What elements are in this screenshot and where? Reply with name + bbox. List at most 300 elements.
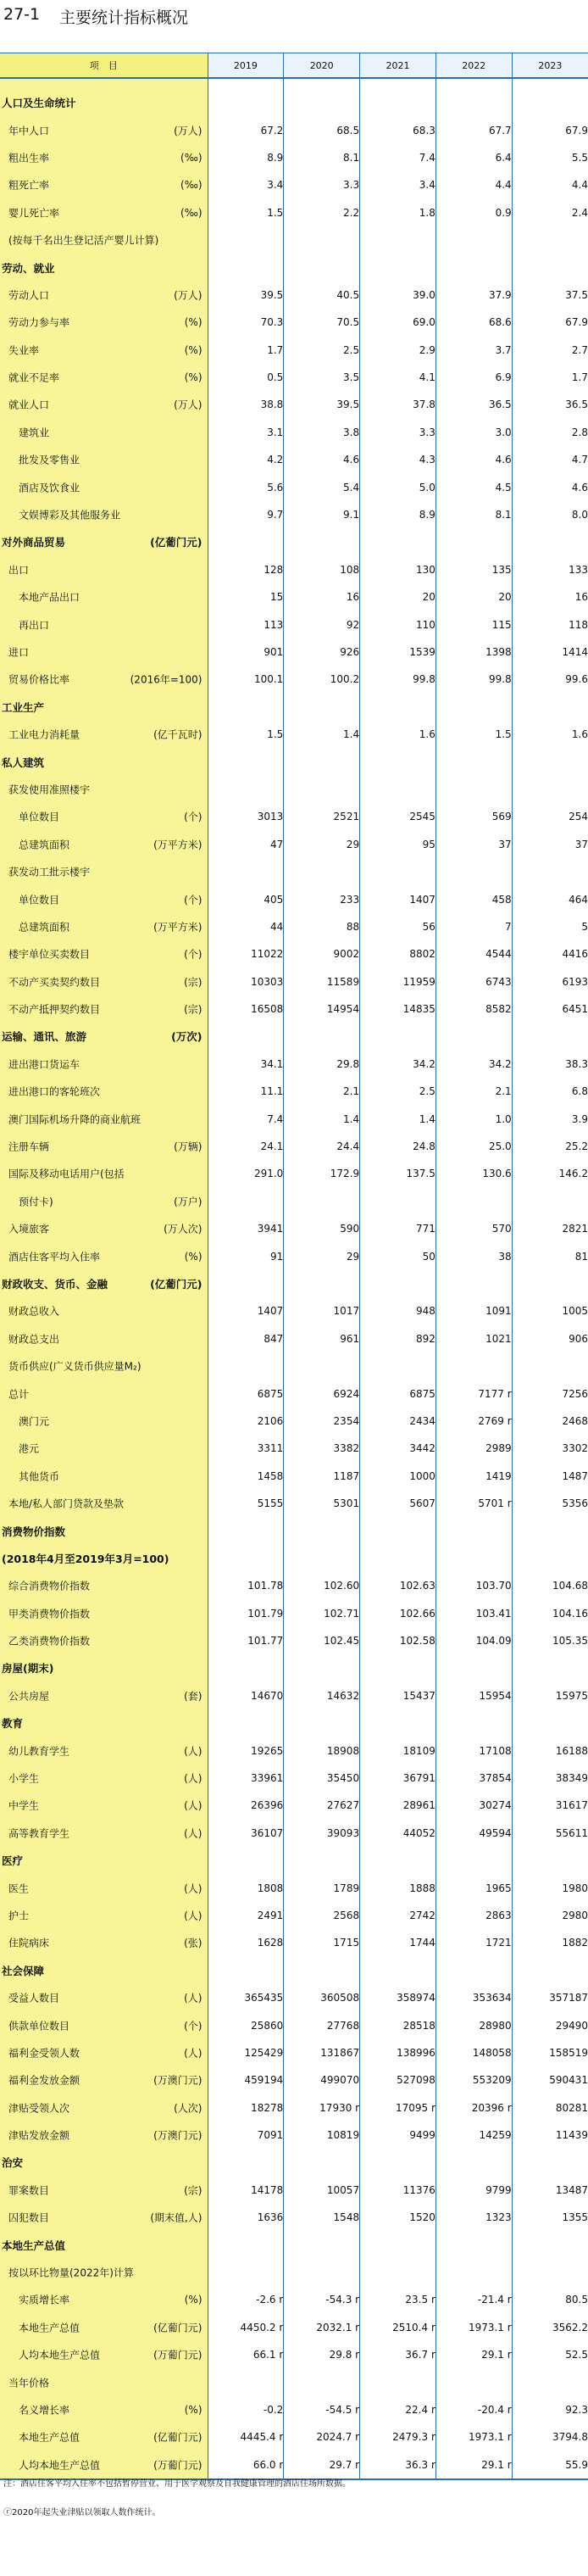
value-cell: -2.6 r	[208, 2286, 284, 2313]
header-year: 2021	[360, 53, 436, 79]
section-row	[0, 2231, 588, 2258]
section-label-cell	[0, 2231, 208, 2258]
value-cell: 2521	[284, 803, 360, 830]
value-cell	[208, 528, 284, 555]
row-label-cell	[0, 171, 208, 198]
row-label: 出口	[8, 564, 30, 577]
value-cell: 1888	[360, 1874, 436, 1901]
table-row	[0, 666, 588, 693]
value-cell: 3.4	[360, 171, 436, 198]
table-row	[0, 831, 588, 858]
value-cell: 405	[208, 885, 284, 912]
value-cell	[512, 1352, 588, 1380]
value-cell	[208, 1188, 284, 1215]
table-row	[0, 2423, 588, 2451]
value-cell	[512, 528, 588, 555]
value-cell: 36.7 r	[360, 2341, 436, 2368]
value-cell	[512, 2368, 588, 2395]
value-cell: 100.2	[284, 666, 360, 693]
table-row	[0, 885, 588, 912]
value-cell: 0.5	[208, 364, 284, 391]
value-cell: 103.41	[435, 1599, 512, 1626]
table-row	[0, 2122, 588, 2149]
row-label-cell	[0, 1160, 208, 1187]
value-cell: 1005	[512, 1297, 588, 1324]
value-cell: 2980	[512, 1902, 588, 1929]
statistics-table	[0, 53, 588, 2480]
value-cell: 3.0	[435, 419, 512, 446]
value-cell: 464	[512, 885, 588, 912]
table-row	[0, 2341, 588, 2368]
value-cell	[360, 1352, 436, 1380]
value-cell	[208, 1517, 284, 1544]
value-cell	[360, 1709, 436, 1737]
value-cell	[284, 1545, 360, 1572]
value-cell: 47	[208, 831, 284, 858]
row-label: 工业电力消耗量	[8, 728, 80, 741]
value-cell	[435, 694, 512, 721]
value-cell: -20.4 r	[435, 2396, 512, 2423]
value-cell: 16508	[208, 995, 284, 1023]
row-label: 建筑业	[19, 427, 50, 439]
value-cell	[208, 2368, 284, 2395]
value-cell: 10819	[284, 2122, 360, 2149]
table-row	[0, 1325, 588, 1352]
value-cell: 3.5	[284, 364, 360, 391]
value-cell: 1021	[435, 1325, 512, 1352]
value-cell: 9799	[435, 2177, 512, 2204]
value-cell	[512, 1957, 588, 1984]
table-row	[0, 638, 588, 666]
value-cell: 3013	[208, 803, 284, 830]
row-label-cell	[0, 776, 208, 803]
value-cell: 8.1	[435, 501, 512, 528]
section-label-cell	[0, 1545, 208, 1572]
table-row	[0, 1463, 588, 1490]
row-label-cell	[0, 1188, 208, 1215]
value-cell: -0.2	[208, 2396, 284, 2423]
value-cell	[360, 528, 436, 555]
table-row	[0, 2039, 588, 2066]
section-label-cell	[0, 254, 208, 281]
value-cell: 2742	[360, 1902, 436, 1929]
table-row	[0, 858, 588, 885]
value-cell: 105.35	[512, 1627, 588, 1654]
value-cell	[284, 1957, 360, 1984]
row-label-cell	[0, 2314, 208, 2341]
row-label-cell	[0, 638, 208, 666]
value-cell: 146.2	[512, 1160, 588, 1187]
value-cell: 1548	[284, 2204, 360, 2231]
row-label: 澳门元	[19, 1415, 50, 1428]
row-label: 财政总支出	[8, 1333, 60, 1346]
row-label: 文娱博彩及其他服务业	[19, 509, 121, 521]
value-cell: 37	[512, 831, 588, 858]
value-cell: 103.70	[435, 1572, 512, 1599]
value-cell: 1744	[360, 1929, 436, 1956]
value-cell	[208, 694, 284, 721]
row-unit: (亿葡门元)	[150, 1277, 202, 1291]
value-cell: 17095 r	[360, 2094, 436, 2122]
section-label: 工业生产	[2, 700, 45, 714]
value-cell: 36107	[208, 1820, 284, 1847]
section-label-cell	[0, 694, 208, 721]
row-label-cell	[0, 1929, 208, 1956]
value-cell	[360, 776, 436, 803]
value-cell: 28980	[435, 2011, 512, 2038]
row-label: 住院病床	[8, 1937, 50, 1949]
value-cell	[435, 1654, 512, 1681]
section-label-cell	[0, 89, 208, 116]
value-cell: 1882	[512, 1929, 588, 1956]
value-cell	[512, 89, 588, 116]
section-label: 本地生产总值	[2, 2239, 66, 2252]
value-cell: 291.0	[208, 1160, 284, 1187]
value-cell: 20	[435, 583, 512, 611]
value-cell: 38.3	[512, 1051, 588, 1078]
row-label-cell	[0, 721, 208, 748]
row-label: 津贴发放金额	[8, 2129, 70, 2142]
value-cell: 8.0	[512, 501, 588, 528]
value-cell: 9.7	[208, 501, 284, 528]
value-cell: 7256	[512, 1380, 588, 1407]
value-cell	[360, 2368, 436, 2395]
value-cell	[435, 2368, 512, 2395]
row-label: 囚犯数目	[8, 2211, 50, 2224]
value-cell: 1715	[284, 1929, 360, 1956]
value-cell: 2.5	[284, 337, 360, 364]
row-label: 酒店及饮食业	[19, 482, 80, 494]
value-cell	[435, 226, 512, 254]
row-label: 贸易价格比率	[8, 673, 70, 686]
row-label-cell	[0, 2368, 208, 2395]
value-cell: 2.2	[284, 199, 360, 226]
value-cell: 5301	[284, 1490, 360, 1517]
value-cell: 2479.3 r	[360, 2423, 436, 2451]
row-unit: (‰)	[180, 179, 202, 192]
row-label-cell	[0, 1490, 208, 1517]
row-label: 总建筑面积	[19, 921, 70, 934]
value-cell	[435, 1709, 512, 1737]
value-cell: 1520	[360, 2204, 436, 2231]
row-unit: (万人)	[174, 125, 202, 137]
row-label: 总建筑面积	[19, 839, 70, 851]
value-cell: 172.9	[284, 1160, 360, 1187]
table-row	[0, 1874, 588, 1901]
value-cell	[360, 1847, 436, 1874]
value-cell: 1.4	[284, 1105, 360, 1132]
value-cell: 34.2	[360, 1051, 436, 1078]
row-label: 港元	[19, 1442, 40, 1455]
value-cell: 1808	[208, 1874, 284, 1901]
row-unit: (万平方米)	[153, 839, 202, 851]
value-cell: 36.3 r	[360, 2451, 436, 2479]
value-cell: 1.4	[284, 721, 360, 748]
value-cell: 4.4	[435, 171, 512, 198]
section-row	[0, 1545, 588, 1572]
value-cell: 569	[435, 803, 512, 830]
value-cell	[435, 1545, 512, 1572]
table-row	[0, 2286, 588, 2313]
section-label: 房屋(期末)	[2, 1662, 54, 1676]
value-cell: 1980	[512, 1874, 588, 1901]
value-cell: 2354	[284, 1408, 360, 1435]
value-cell	[360, 858, 436, 885]
section-label: 消费物价指数	[2, 1525, 66, 1538]
value-cell	[284, 2368, 360, 2395]
value-cell: 38349	[512, 1765, 588, 1792]
row-label: 就业人口	[8, 399, 50, 411]
value-cell: 2491	[208, 1902, 284, 1929]
row-label-cell	[0, 2396, 208, 2423]
row-unit: (亿葡门元)	[150, 536, 202, 549]
value-cell: 101.77	[208, 1627, 284, 1654]
section-label-cell	[0, 1654, 208, 1681]
value-cell: 1000	[360, 1463, 436, 1490]
value-cell: 2769 r	[435, 1408, 512, 1435]
row-label-cell	[0, 199, 208, 226]
spacer-cell	[512, 78, 588, 89]
section-row	[0, 2149, 588, 2176]
table-row	[0, 364, 588, 391]
section-row	[0, 254, 588, 281]
row-label: 受益人数目	[8, 1992, 60, 2004]
value-cell: 1539	[360, 638, 436, 666]
value-cell	[512, 1654, 588, 1681]
value-cell: 50	[360, 1242, 436, 1269]
value-cell: 357187	[512, 1984, 588, 2011]
value-cell: 1636	[208, 2204, 284, 2231]
section-label-cell	[0, 1270, 208, 1297]
value-cell	[435, 2259, 512, 2286]
value-cell: 1.8	[360, 199, 436, 226]
row-label: 进出港口的客轮班次	[8, 1085, 101, 1098]
value-cell: 2.7	[512, 337, 588, 364]
value-cell: 1.5	[208, 199, 284, 226]
value-cell	[284, 858, 360, 885]
row-label-cell	[0, 2011, 208, 2038]
row-unit: (万次)	[171, 1030, 202, 1044]
value-cell	[284, 1188, 360, 1215]
row-label: 按以环比物量(2022年)计算	[8, 2267, 134, 2279]
value-cell: 37854	[435, 1765, 512, 1792]
value-cell: 771	[360, 1215, 436, 1242]
row-label-cell	[0, 1133, 208, 1160]
row-label: 国际及移动电话用户(包括	[8, 1168, 125, 1180]
value-cell	[208, 748, 284, 775]
row-label: 本地产品出口	[19, 591, 80, 604]
value-cell: 458	[435, 885, 512, 912]
value-cell: 49594	[435, 1820, 512, 1847]
value-cell	[512, 2149, 588, 2176]
value-cell: 2024.7 r	[284, 2423, 360, 2451]
table-row	[0, 419, 588, 446]
row-label: 小学生	[8, 1772, 40, 1785]
value-cell	[284, 1847, 360, 1874]
table-row	[0, 1133, 588, 1160]
value-cell	[435, 1352, 512, 1380]
table-row	[0, 2451, 588, 2479]
row-unit: (期末值,人)	[150, 2211, 202, 2224]
value-cell: 6451	[512, 995, 588, 1023]
value-cell: 68.6	[435, 309, 512, 336]
value-cell	[208, 1709, 284, 1737]
row-label-cell	[0, 583, 208, 611]
table-row	[0, 1737, 588, 1764]
row-label-cell	[0, 831, 208, 858]
table-row	[0, 1105, 588, 1132]
value-cell	[435, 776, 512, 803]
value-cell: 3382	[284, 1435, 360, 1462]
row-label: 就业不足率	[8, 371, 60, 384]
value-cell: 39.0	[360, 282, 436, 309]
row-unit: (人次)	[174, 2102, 202, 2115]
table-row	[0, 2396, 588, 2423]
value-cell: 138996	[360, 2039, 436, 2066]
value-cell: 14632	[284, 1682, 360, 1709]
row-label: 总计	[8, 1388, 30, 1401]
value-cell	[360, 1023, 436, 1050]
value-cell	[512, 1188, 588, 1215]
row-label-cell	[0, 968, 208, 995]
row-label-cell	[0, 2066, 208, 2094]
value-cell: 104.68	[512, 1572, 588, 1599]
value-cell	[208, 1352, 284, 1380]
row-label-cell	[0, 803, 208, 830]
table-row	[0, 583, 588, 611]
row-unit: (个)	[184, 948, 202, 961]
value-cell: 4544	[435, 940, 512, 967]
row-unit: (张)	[184, 1937, 202, 1949]
value-cell: 1419	[435, 1463, 512, 1490]
value-cell	[208, 1270, 284, 1297]
row-label: 年中人口	[8, 125, 50, 137]
value-cell: 590	[284, 1215, 360, 1242]
value-cell: 118	[512, 611, 588, 638]
value-cell: 92.3	[512, 2396, 588, 2423]
value-cell: 4450.2 r	[208, 2314, 284, 2341]
value-cell: 25.2	[512, 1133, 588, 1160]
section-row	[0, 694, 588, 721]
value-cell: 2989	[435, 1435, 512, 1462]
value-cell: 5.4	[284, 473, 360, 500]
row-label-cell	[0, 1352, 208, 1380]
value-cell: 4.1	[360, 364, 436, 391]
value-cell	[360, 1654, 436, 1681]
row-unit: (%)	[184, 343, 202, 356]
row-label-cell	[0, 337, 208, 364]
table-row	[0, 2259, 588, 2286]
value-cell: 38	[435, 1242, 512, 1269]
value-cell: 2434	[360, 1408, 436, 1435]
value-cell: 3.9	[512, 1105, 588, 1132]
row-label: 中学生	[8, 1799, 40, 1812]
value-cell	[512, 1517, 588, 1544]
row-label: 财政总收入	[8, 1305, 60, 1318]
value-cell: 27627	[284, 1792, 360, 1819]
section-label: 运输、通讯、旅游	[2, 1030, 87, 1044]
value-cell: 5.0	[360, 473, 436, 500]
table-row	[0, 1572, 588, 1599]
value-cell: 3.3	[360, 419, 436, 446]
value-cell: 102.60	[284, 1572, 360, 1599]
value-cell	[284, 1709, 360, 1737]
row-unit: (套)	[184, 1690, 202, 1703]
row-label-cell	[0, 913, 208, 940]
table-row	[0, 1765, 588, 1792]
table-row	[0, 309, 588, 336]
value-cell	[435, 528, 512, 555]
value-cell: 19265	[208, 1737, 284, 1764]
table-row	[0, 501, 588, 528]
value-cell: 6.8	[512, 1078, 588, 1105]
value-cell: 7.4	[208, 1105, 284, 1132]
section-label: 治安	[2, 2156, 24, 2170]
row-label-cell	[0, 1984, 208, 2011]
value-cell	[208, 89, 284, 116]
value-cell: 1.4	[360, 1105, 436, 1132]
value-cell	[208, 2149, 284, 2176]
value-cell: 9499	[360, 2122, 436, 2149]
table-row	[0, 391, 588, 418]
value-cell: 36.5	[512, 391, 588, 418]
value-cell	[284, 1654, 360, 1681]
value-cell: 527098	[360, 2066, 436, 2094]
value-cell: 158519	[512, 2039, 588, 2066]
value-cell: 11376	[360, 2177, 436, 2204]
value-cell: 110	[360, 611, 436, 638]
value-cell	[360, 1957, 436, 1984]
value-cell	[284, 2259, 360, 2286]
table-row	[0, 721, 588, 748]
table-row	[0, 803, 588, 830]
value-cell: 113	[208, 611, 284, 638]
value-cell: 101.79	[208, 1599, 284, 1626]
value-cell: 130	[360, 556, 436, 583]
value-cell: 901	[208, 638, 284, 666]
row-unit: (亿千瓦时)	[153, 728, 202, 741]
row-label-cell	[0, 1682, 208, 1709]
header-item: 项 目	[0, 53, 208, 79]
value-cell: 570	[435, 1215, 512, 1242]
value-cell	[512, 2231, 588, 2258]
row-label: 乙类消费物价指数	[8, 1635, 91, 1648]
value-cell: 102.58	[360, 1627, 436, 1654]
table-row	[0, 1242, 588, 1269]
value-cell: 91	[208, 1242, 284, 1269]
row-unit: (万葡门元)	[153, 2349, 202, 2361]
table-row	[0, 1435, 588, 1462]
value-cell	[435, 1517, 512, 1544]
value-cell: 6.9	[435, 364, 512, 391]
value-cell: 24.1	[208, 1133, 284, 1160]
value-cell: 2510.4 r	[360, 2314, 436, 2341]
value-cell: 365435	[208, 1984, 284, 2011]
value-cell: 11022	[208, 940, 284, 967]
value-cell: 6.4	[435, 144, 512, 171]
row-unit: (人)	[184, 1910, 202, 1922]
value-cell: 1091	[435, 1297, 512, 1324]
value-cell: 3.8	[284, 419, 360, 446]
row-label-cell	[0, 226, 208, 254]
row-label: 婴儿死亡率	[8, 207, 60, 220]
row-label: 预付卡)	[19, 1196, 53, 1208]
value-cell: 233	[284, 885, 360, 912]
value-cell: 29	[284, 1242, 360, 1269]
row-label-cell	[0, 2286, 208, 2313]
value-cell: 128	[208, 556, 284, 583]
footnote: 注：酒店住客平均入住率不包括暂停营业、用于医学观察及自我健康管理的酒店住场所数据。	[3, 2479, 351, 2489]
